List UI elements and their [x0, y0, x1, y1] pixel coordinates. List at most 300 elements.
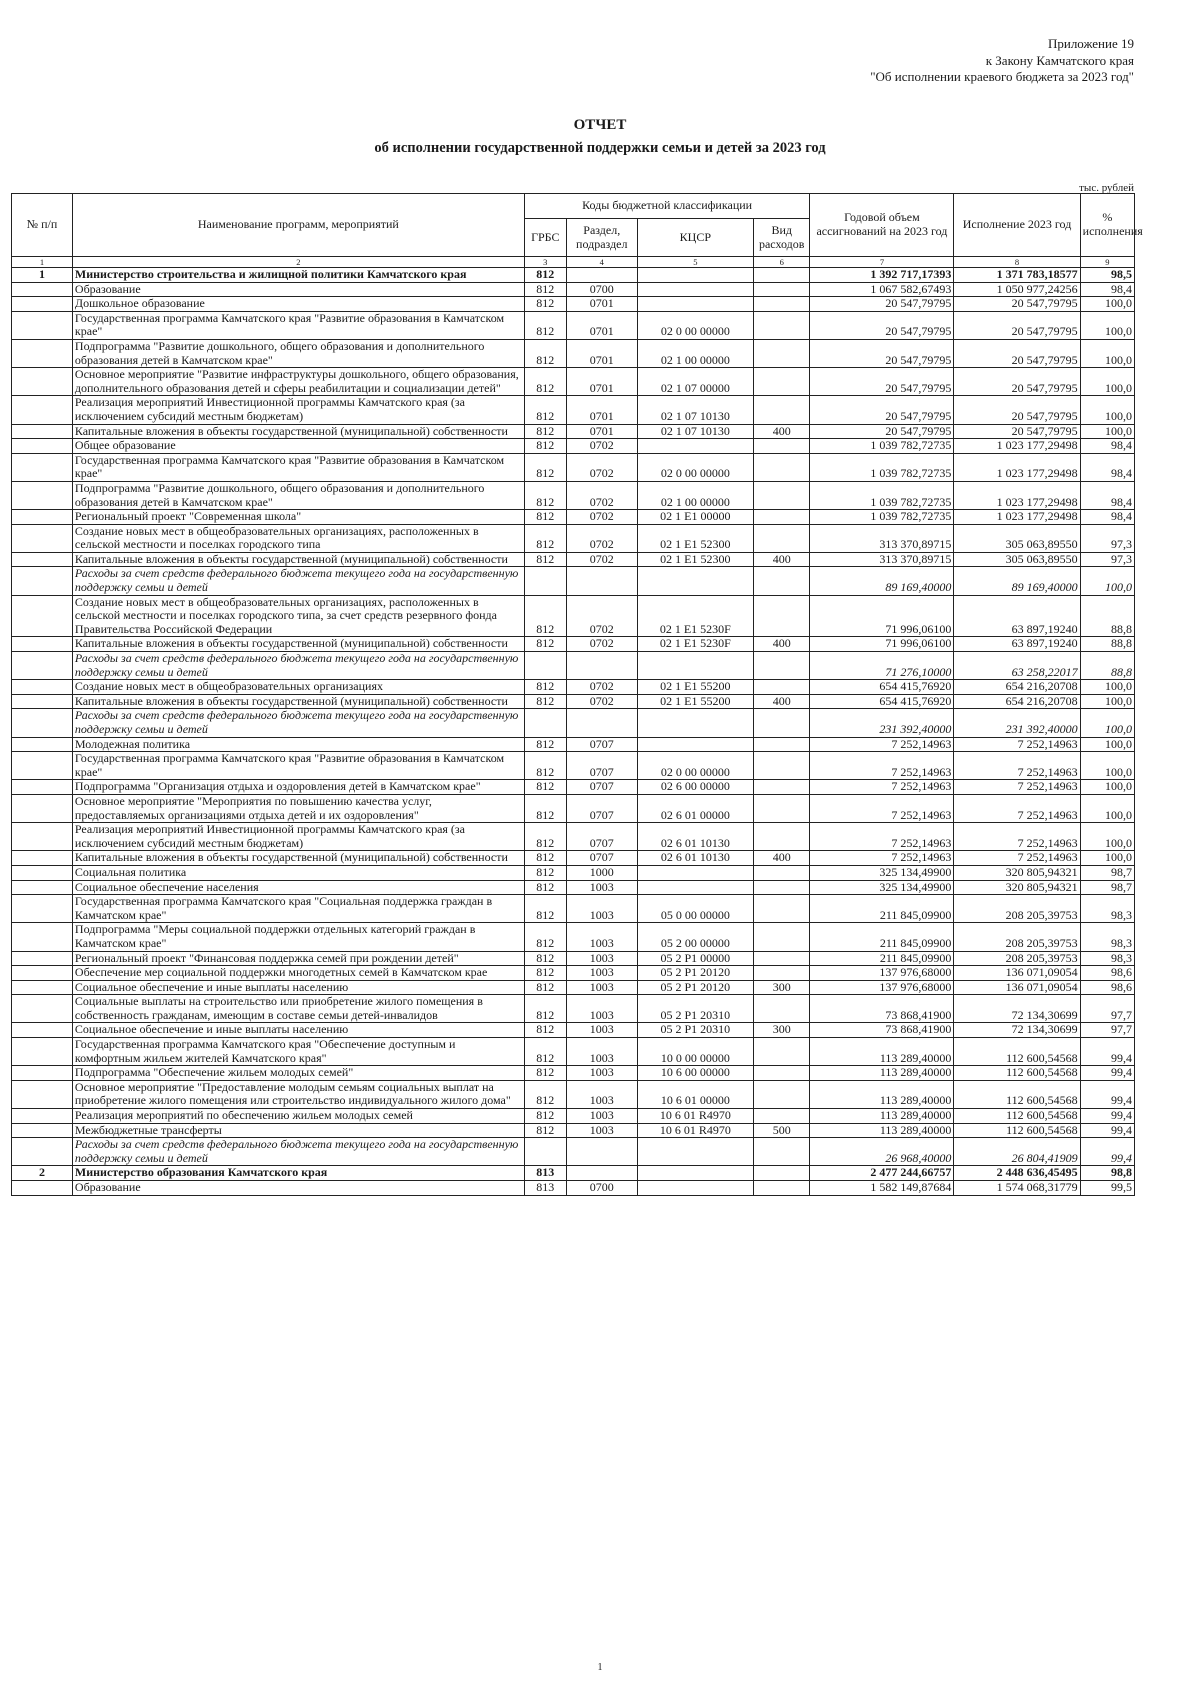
- row-kcsr: [637, 439, 753, 454]
- row-section: 0701: [566, 396, 637, 424]
- row-name: Основное мероприятие "Мероприятия по повышению качества услуг, предоставляемых организациями отдыха детей и их оздоровления": [72, 794, 524, 822]
- row-exec: 89 169,40000: [954, 567, 1080, 595]
- row-grbs: 812: [524, 851, 566, 866]
- row-exec: 1 023 177,29498: [954, 439, 1080, 454]
- row-vid: [753, 680, 809, 695]
- row-number: [12, 439, 73, 454]
- row-pct: 88,8: [1080, 595, 1134, 637]
- row-kcsr: [637, 865, 753, 880]
- row-kcsr: [637, 652, 753, 680]
- row-name: Расходы за счет средств федерального бюджета текущего года на государственную поддержку семьи и детей: [72, 652, 524, 680]
- row-pct: 97,7: [1080, 1023, 1134, 1038]
- row-vid: 400: [753, 552, 809, 567]
- row-number: 2: [12, 1166, 73, 1181]
- row-grbs: 812: [524, 439, 566, 454]
- row-exec: 20 547,79795: [954, 424, 1080, 439]
- row-grbs: 812: [524, 510, 566, 525]
- row-plan: 7 252,14963: [810, 752, 954, 780]
- row-name: Государственная программа Камчатского края "Социальная поддержка граждан в Камчатском крае": [72, 895, 524, 923]
- table-row: [12, 951, 1135, 966]
- row-grbs: 812: [524, 895, 566, 923]
- row-section: 0707: [566, 737, 637, 752]
- table-row: [12, 1023, 1135, 1038]
- row-kcsr: 02 1 E1 00000: [637, 510, 753, 525]
- row-pct: 100,0: [1080, 752, 1134, 780]
- row-pct: 100,0: [1080, 794, 1134, 822]
- table-row: [12, 1181, 1135, 1196]
- table-row: [12, 865, 1135, 880]
- table-row: [12, 567, 1135, 595]
- row-kcsr: [637, 268, 753, 283]
- row-name: Образование: [72, 282, 524, 297]
- row-name: Региональный проект "Современная школа": [72, 510, 524, 525]
- row-kcsr: 02 1 00 00000: [637, 481, 753, 509]
- row-exec: 231 392,40000: [954, 709, 1080, 737]
- row-plan: 71 276,10000: [810, 652, 954, 680]
- row-kcsr: 02 1 E1 55200: [637, 680, 753, 695]
- table-row: [12, 439, 1135, 454]
- row-section: 1003: [566, 1023, 637, 1038]
- row-pct: 98,6: [1080, 980, 1134, 995]
- row-number: [12, 282, 73, 297]
- row-kcsr: 02 1 E1 5230F: [637, 595, 753, 637]
- row-number: [12, 595, 73, 637]
- row-number: [12, 923, 73, 951]
- col-header-section: Раздел, подраздел: [566, 219, 637, 257]
- row-vid: 400: [753, 851, 809, 866]
- row-kcsr: 10 6 01 00000: [637, 1080, 753, 1108]
- report-table: [11, 193, 1143, 1196]
- row-grbs: 812: [524, 752, 566, 780]
- row-name: Капитальные вложения в объекты государственной (муниципальной) собственности: [72, 851, 524, 866]
- row-exec: 208 205,39753: [954, 923, 1080, 951]
- row-kcsr: 02 1 07 10130: [637, 424, 753, 439]
- table-row: [12, 1123, 1135, 1138]
- row-pct: 98,4: [1080, 510, 1134, 525]
- row-number: [12, 552, 73, 567]
- row-section: 1003: [566, 880, 637, 895]
- row-number: [12, 1080, 73, 1108]
- row-section: 0702: [566, 453, 637, 481]
- row-vid: [753, 595, 809, 637]
- row-grbs: 812: [524, 524, 566, 552]
- col-header-grbs: ГРБС: [524, 219, 566, 257]
- row-name: Социальная политика: [72, 865, 524, 880]
- row-vid: [753, 709, 809, 737]
- row-number: [12, 752, 73, 780]
- row-grbs: [524, 652, 566, 680]
- row-exec: 1 023 177,29498: [954, 453, 1080, 481]
- row-name: Социальные выплаты на строительство или приобретение жилого помещения в собственность гражданам, имеющим в составе семьи детей-инвалидов: [72, 995, 524, 1023]
- table-row: [12, 1166, 1135, 1181]
- row-kcsr: 02 1 07 10130: [637, 396, 753, 424]
- row-exec: 7 252,14963: [954, 794, 1080, 822]
- row-number: [12, 510, 73, 525]
- row-number: [12, 1038, 73, 1066]
- row-vid: [753, 297, 809, 312]
- row-pct: 98,3: [1080, 951, 1134, 966]
- row-kcsr: [637, 567, 753, 595]
- row-name: Министерство образования Камчатского края: [72, 1166, 524, 1181]
- table-row: [12, 339, 1135, 367]
- row-kcsr: 05 2 P1 00000: [637, 951, 753, 966]
- row-number: [12, 297, 73, 312]
- row-section: 0701: [566, 424, 637, 439]
- row-name: Создание новых мест в общеобразовательных организациях: [72, 680, 524, 695]
- row-exec: 112 600,54568: [954, 1038, 1080, 1066]
- row-number: [12, 567, 73, 595]
- col-number: 1: [12, 257, 73, 268]
- row-number: [12, 339, 73, 367]
- row-name: Молодежная политика: [72, 737, 524, 752]
- row-section: 0700: [566, 1181, 637, 1196]
- col-header-num: № п/п: [12, 194, 73, 257]
- row-plan: 211 845,09900: [810, 923, 954, 951]
- row-name: Реализация мероприятий по обеспечению жильем молодых семей: [72, 1109, 524, 1124]
- row-name: Социальное обеспечение и иные выплаты населению: [72, 1023, 524, 1038]
- row-vid: [753, 865, 809, 880]
- row-vid: [753, 453, 809, 481]
- table-row: [12, 524, 1135, 552]
- row-grbs: 812: [524, 311, 566, 339]
- row-plan: 1 039 782,72735: [810, 481, 954, 509]
- table-row: [12, 823, 1135, 851]
- col-header-vid: Вид расходов: [753, 219, 809, 257]
- table-row: [12, 752, 1135, 780]
- row-vid: 500: [753, 1123, 809, 1138]
- row-grbs: 812: [524, 1023, 566, 1038]
- row-kcsr: 02 1 E1 55200: [637, 694, 753, 709]
- table-row: [12, 1138, 1135, 1166]
- row-number: 1: [12, 268, 73, 283]
- table-row: [12, 709, 1135, 737]
- row-number: [12, 453, 73, 481]
- row-vid: [753, 737, 809, 752]
- row-grbs: 812: [524, 268, 566, 283]
- row-exec: 320 805,94321: [954, 865, 1080, 880]
- row-grbs: 812: [524, 951, 566, 966]
- row-plan: 1 039 782,72735: [810, 439, 954, 454]
- table-body: [12, 268, 1135, 1196]
- row-section: 1000: [566, 865, 637, 880]
- table-row: [12, 895, 1135, 923]
- row-vid: [753, 439, 809, 454]
- table-row: [12, 453, 1135, 481]
- row-plan: 26 968,40000: [810, 1138, 954, 1166]
- row-vid: [753, 780, 809, 795]
- row-kcsr: [637, 1166, 753, 1181]
- row-exec: 112 600,54568: [954, 1123, 1080, 1138]
- row-exec: 654 216,20708: [954, 694, 1080, 709]
- row-exec: 20 547,79795: [954, 368, 1080, 396]
- row-kcsr: 02 0 00 00000: [637, 311, 753, 339]
- row-plan: 7 252,14963: [810, 737, 954, 752]
- row-pct: 97,3: [1080, 552, 1134, 567]
- col-header-name: Наименование программ, мероприятий: [72, 194, 524, 257]
- row-section: 1003: [566, 1038, 637, 1066]
- row-kcsr: 02 1 00 00000: [637, 339, 753, 367]
- row-number: [12, 980, 73, 995]
- row-vid: [753, 923, 809, 951]
- row-pct: 98,4: [1080, 481, 1134, 509]
- row-name: Государственная программа Камчатского края "Развитие образования в Камчатском крае": [72, 752, 524, 780]
- row-exec: 305 063,89550: [954, 524, 1080, 552]
- row-vid: 400: [753, 694, 809, 709]
- row-vid: [753, 966, 809, 981]
- row-name: Реализация мероприятий Инвестиционной программы Камчатского края (за исключением субсидий местным бюджетам): [72, 823, 524, 851]
- row-plan: 654 415,76920: [810, 680, 954, 695]
- row-grbs: 812: [524, 1123, 566, 1138]
- row-pct: 100,0: [1080, 823, 1134, 851]
- row-grbs: 812: [524, 297, 566, 312]
- row-pct: 88,8: [1080, 652, 1134, 680]
- row-pct: 99,5: [1080, 1181, 1134, 1196]
- row-grbs: 812: [524, 865, 566, 880]
- row-name: Государственная программа Камчатского края "Развитие образования в Камчатском крае": [72, 311, 524, 339]
- row-grbs: 812: [524, 680, 566, 695]
- col-number: 3: [524, 257, 566, 268]
- col-header-pct: % исполнения: [1080, 194, 1134, 257]
- row-pct: 97,7: [1080, 995, 1134, 1023]
- row-grbs: 812: [524, 637, 566, 652]
- annex-line-1: Приложение 19: [1047, 36, 1134, 51]
- row-pct: 100,0: [1080, 396, 1134, 424]
- row-name: Общее образование: [72, 439, 524, 454]
- row-number: [12, 637, 73, 652]
- row-pct: 98,7: [1080, 865, 1134, 880]
- row-kcsr: 02 1 E1 5230F: [637, 637, 753, 652]
- table-row: [12, 680, 1135, 695]
- row-kcsr: 02 0 00 00000: [637, 453, 753, 481]
- row-exec: 305 063,89550: [954, 552, 1080, 567]
- row-vid: 400: [753, 424, 809, 439]
- row-grbs: [524, 567, 566, 595]
- row-exec: 208 205,39753: [954, 895, 1080, 923]
- row-exec: 1 371 783,18577: [954, 268, 1080, 283]
- row-number: [12, 694, 73, 709]
- table-row: [12, 297, 1135, 312]
- table-row: [12, 980, 1135, 995]
- row-pct: 99,4: [1080, 1123, 1134, 1138]
- row-grbs: [524, 709, 566, 737]
- table-row: [12, 552, 1135, 567]
- row-plan: 20 547,79795: [810, 396, 954, 424]
- row-section: 0702: [566, 510, 637, 525]
- row-name: Межбюджетные трансферты: [72, 1123, 524, 1138]
- row-plan: 113 289,40000: [810, 1038, 954, 1066]
- row-name: Подпрограмма "Обеспечение жильем молодых семей": [72, 1066, 524, 1081]
- row-exec: 20 547,79795: [954, 311, 1080, 339]
- row-section: 1003: [566, 1080, 637, 1108]
- row-number: [12, 823, 73, 851]
- table-row: [12, 595, 1135, 637]
- row-vid: [753, 1181, 809, 1196]
- row-grbs: 812: [524, 453, 566, 481]
- col-number: 7: [810, 257, 954, 268]
- row-vid: [753, 339, 809, 367]
- row-plan: 1 582 149,87684: [810, 1181, 954, 1196]
- annex-block: [870, 36, 1134, 86]
- row-pct: 100,0: [1080, 297, 1134, 312]
- row-plan: 211 845,09900: [810, 895, 954, 923]
- col-number: 9: [1080, 257, 1134, 268]
- row-name: Образование: [72, 1181, 524, 1196]
- row-number: [12, 709, 73, 737]
- row-plan: 71 996,06100: [810, 595, 954, 637]
- row-number: [12, 951, 73, 966]
- row-pct: 98,7: [1080, 880, 1134, 895]
- row-name: Подпрограмма "Развитие дошкольного, общего образования и дополнительного образования детей в Камчатском крае": [72, 481, 524, 509]
- row-section: 0707: [566, 780, 637, 795]
- row-plan: 20 547,79795: [810, 311, 954, 339]
- row-plan: 2 477 244,66757: [810, 1166, 954, 1181]
- row-name: Реализация мероприятий Инвестиционной программы Камчатского края (за исключением субсидий местным бюджетам): [72, 396, 524, 424]
- row-plan: 20 547,79795: [810, 368, 954, 396]
- col-number: 8: [954, 257, 1080, 268]
- row-vid: [753, 567, 809, 595]
- row-pct: 100,0: [1080, 780, 1134, 795]
- row-vid: [753, 268, 809, 283]
- row-section: 1003: [566, 951, 637, 966]
- row-plan: 325 134,49900: [810, 865, 954, 880]
- row-exec: 320 805,94321: [954, 880, 1080, 895]
- row-name: Основное мероприятие "Развитие инфраструктуры дошкольного, общего образования, дополнительного образования детей и сферы реабилитации и социализации детей": [72, 368, 524, 396]
- row-number: [12, 1181, 73, 1196]
- row-kcsr: [637, 1138, 753, 1166]
- row-grbs: 812: [524, 368, 566, 396]
- row-vid: [753, 1138, 809, 1166]
- row-name: Капитальные вложения в объекты государственной (муниципальной) собственности: [72, 637, 524, 652]
- row-name: Государственная программа Камчатского края "Развитие образования в Камчатском крае": [72, 453, 524, 481]
- row-pct: 99,4: [1080, 1138, 1134, 1166]
- row-kcsr: 02 6 01 10130: [637, 823, 753, 851]
- row-section: 0707: [566, 851, 637, 866]
- row-plan: 313 370,89715: [810, 552, 954, 567]
- row-exec: 63 897,19240: [954, 595, 1080, 637]
- row-section: 1003: [566, 995, 637, 1023]
- units-label: тыс. рублей: [1079, 182, 1134, 194]
- row-grbs: 812: [524, 424, 566, 439]
- row-plan: 71 996,06100: [810, 637, 954, 652]
- row-name: Министерство строительства и жилищной политики Камчатского края: [72, 268, 524, 283]
- table-row: [12, 396, 1135, 424]
- row-vid: [753, 1166, 809, 1181]
- row-kcsr: 02 6 00 00000: [637, 780, 753, 795]
- row-section: 0702: [566, 481, 637, 509]
- row-grbs: 812: [524, 880, 566, 895]
- annex-line-2: к Закону Камчатского края: [985, 52, 1134, 68]
- row-plan: 313 370,89715: [810, 524, 954, 552]
- row-kcsr: 02 1 E1 52300: [637, 524, 753, 552]
- row-grbs: 812: [524, 339, 566, 367]
- table-row: [12, 368, 1135, 396]
- row-exec: 112 600,54568: [954, 1080, 1080, 1108]
- table-row: [12, 966, 1135, 981]
- row-grbs: 812: [524, 966, 566, 981]
- row-exec: 63 258,22017: [954, 652, 1080, 680]
- row-pct: 100,0: [1080, 851, 1134, 866]
- row-exec: 72 134,30699: [954, 1023, 1080, 1038]
- row-plan: 113 289,40000: [810, 1080, 954, 1108]
- row-pct: 98,6: [1080, 966, 1134, 981]
- row-number: [12, 794, 73, 822]
- col-number: 5: [637, 257, 753, 268]
- row-exec: 26 804,41909: [954, 1138, 1080, 1166]
- row-section: 0700: [566, 282, 637, 297]
- row-number: [12, 895, 73, 923]
- row-name: Подпрограмма "Меры социальной поддержки отдельных категорий граждан в Камчатском крае": [72, 923, 524, 951]
- row-exec: 112 600,54568: [954, 1109, 1080, 1124]
- row-name: Подпрограмма "Организация отдыха и оздоровления детей в Камчатском крае": [72, 780, 524, 795]
- row-number: [12, 1066, 73, 1081]
- row-pct: 100,0: [1080, 709, 1134, 737]
- row-exec: 1 574 068,31779: [954, 1181, 1080, 1196]
- row-kcsr: 10 0 00 00000: [637, 1038, 753, 1066]
- row-plan: 231 392,40000: [810, 709, 954, 737]
- row-pct: 100,0: [1080, 311, 1134, 339]
- row-exec: 1 050 977,24256: [954, 282, 1080, 297]
- row-pct: 100,0: [1080, 737, 1134, 752]
- col-number: 6: [753, 257, 809, 268]
- row-exec: 7 252,14963: [954, 851, 1080, 866]
- row-vid: [753, 880, 809, 895]
- row-number: [12, 652, 73, 680]
- row-pct: 100,0: [1080, 368, 1134, 396]
- row-plan: 211 845,09900: [810, 951, 954, 966]
- row-exec: 654 216,20708: [954, 680, 1080, 695]
- row-vid: [753, 1109, 809, 1124]
- col-number: 4: [566, 257, 637, 268]
- row-exec: 2 448 636,45495: [954, 1166, 1080, 1181]
- row-vid: [753, 752, 809, 780]
- table-row: [12, 923, 1135, 951]
- row-number: [12, 880, 73, 895]
- row-grbs: 813: [524, 1166, 566, 1181]
- row-name: Основное мероприятие "Предоставление молодым семьям социальных выплат на приобретение жилого помещения или строительство индивидуального жилого дома": [72, 1080, 524, 1108]
- table-row: [12, 794, 1135, 822]
- row-number: [12, 368, 73, 396]
- row-name: Расходы за счет средств федерального бюджета текущего года на государственную поддержку семьи и детей: [72, 567, 524, 595]
- table-row: [12, 481, 1135, 509]
- row-section: [566, 268, 637, 283]
- table-row: [12, 1066, 1135, 1081]
- col-header-exec: Исполнение 2023 год: [954, 194, 1080, 257]
- row-exec: 7 252,14963: [954, 780, 1080, 795]
- row-pct: 100,0: [1080, 680, 1134, 695]
- row-plan: 137 976,68000: [810, 980, 954, 995]
- row-vid: [753, 1038, 809, 1066]
- row-grbs: 812: [524, 552, 566, 567]
- row-name: Подпрограмма "Развитие дошкольного, общего образования и дополнительного образования детей в Камчатском крае": [72, 339, 524, 367]
- row-vid: [753, 794, 809, 822]
- row-section: 0701: [566, 297, 637, 312]
- row-kcsr: 05 2 P1 20120: [637, 966, 753, 981]
- row-number: [12, 424, 73, 439]
- table-row: [12, 880, 1135, 895]
- table-row: [12, 282, 1135, 297]
- row-grbs: 812: [524, 780, 566, 795]
- row-section: 0701: [566, 311, 637, 339]
- row-section: 1003: [566, 966, 637, 981]
- row-pct: 98,4: [1080, 453, 1134, 481]
- row-plan: 20 547,79795: [810, 297, 954, 312]
- table-row: [12, 737, 1135, 752]
- row-grbs: 812: [524, 980, 566, 995]
- row-exec: 1 023 177,29498: [954, 481, 1080, 509]
- row-exec: 72 134,30699: [954, 995, 1080, 1023]
- row-kcsr: 02 0 00 00000: [637, 752, 753, 780]
- report-title: ОТЧЕТ: [573, 117, 627, 133]
